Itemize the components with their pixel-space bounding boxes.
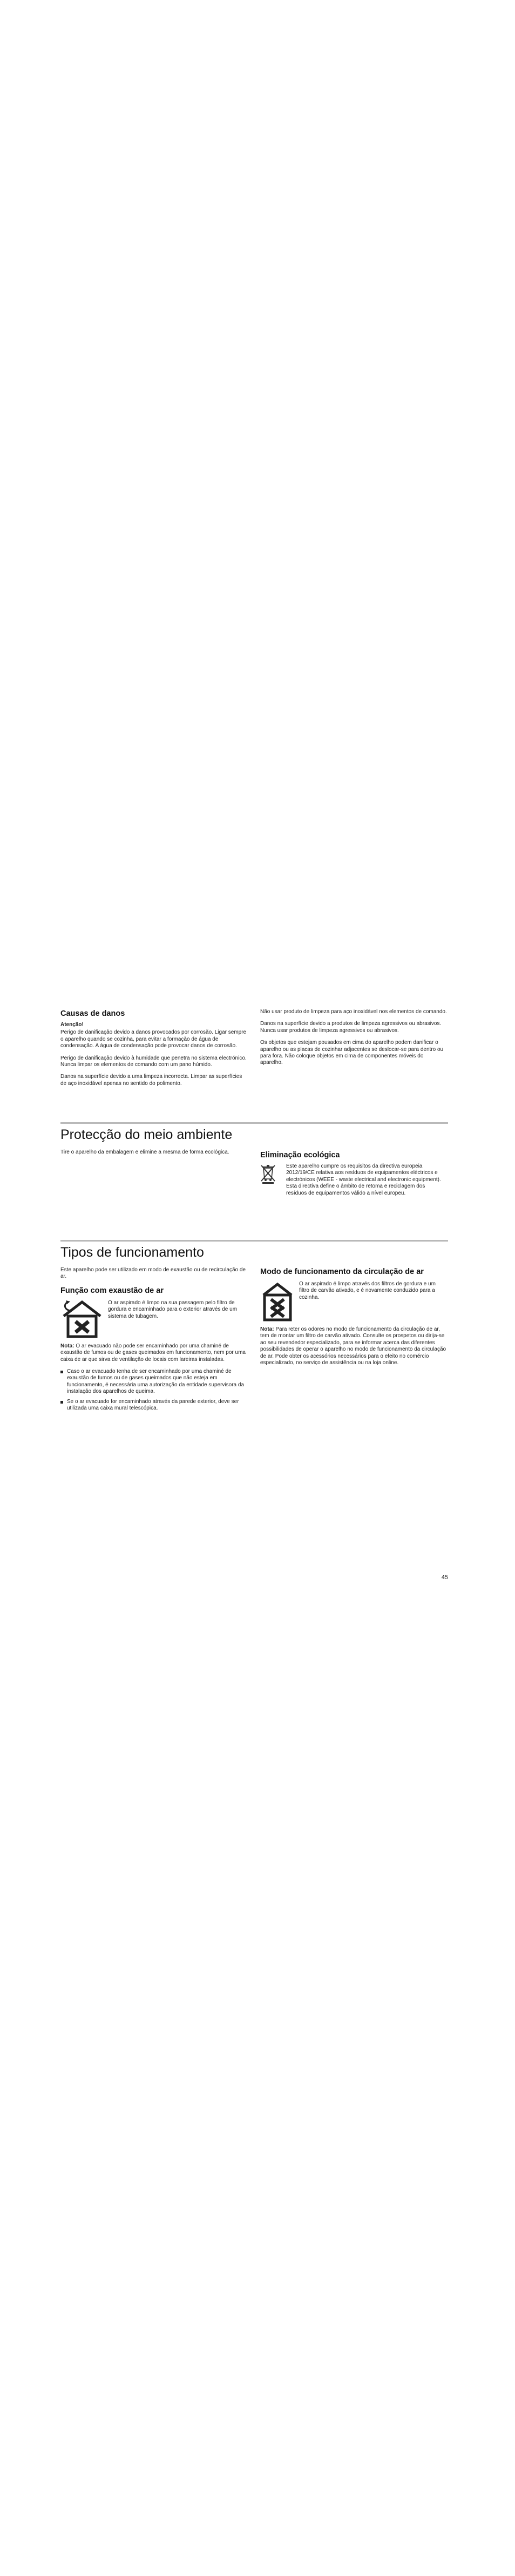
section-divider xyxy=(60,1240,448,1242)
list-item-text: Caso o ar evacuado tenha de ser encaminhado por uma chaminé de exaustão de fumos ou de gases queimados que não esteja em funcionamento, é necessária uma autorização da entidade supervisora da instalação dos aparelhos de queima. xyxy=(67,1368,244,1395)
list-item xyxy=(60,1368,247,1395)
circulacao-title: Modo de funcionamento da circulação de ar xyxy=(260,1267,424,1276)
exaustao-text: O ar aspirado é limpo na sua passagem pelo filtro de gordura e encaminhado para o exterior através de um sistema de tubagem. xyxy=(108,1299,238,1319)
ambiente-intro: Tire o aparelho da embalagem e elimine a mesma de forma ecológica. xyxy=(60,1149,229,1155)
causas-paragraph: Perigo de danificação devido a danos provocados por corrosão. Ligar sempre o aparelho quando se cozinha, para evitar a formação de água de condensação. A água de condensação pode provocar danos de corrosão. xyxy=(60,1029,247,1049)
page-number: 45 xyxy=(441,1574,448,1581)
causas-right-column xyxy=(260,1009,447,1072)
eliminacao-title: Eliminação ecológica xyxy=(260,1151,340,1159)
note-text: Para reter os odores no modo de funcionamento da circulação de ar, tem de montar um filtro de carvão ativado. Consulte os prospetos ou dirija-se ao seu revendedor especializado, para se informar acerca das diferentes possibilidades de operar o aparelho no modo de funcionamento da circulação de ar. Pode obter os acessórios necessários para o efeito no comércio especializado, no serviço de assistência ou na loja online. xyxy=(260,1326,446,1366)
caution-label: Atenção! xyxy=(60,1022,84,1028)
exaustao-title: Função com exaustão de ar xyxy=(60,1286,164,1295)
causas-paragraph: Danos na superfície devido a produtos de limpeza agressivos ou abrasivos. Nunca usar produtos de limpeza agressivos ou abrasivos. xyxy=(260,1021,442,1034)
weee-bin-icon xyxy=(260,1163,286,1184)
section-divider xyxy=(60,1122,448,1124)
circulacao-text: O ar aspirado é limpo através dos filtros de gordura e um filtro de carvão ativado, e é novamente conduzido para a cozinha. xyxy=(299,1281,436,1300)
causas-paragraph: Perigo de danificação devido à humidade que penetra no sistema electrónico. Nunca limpar os elementos de comando com um pano húmido. xyxy=(60,1055,247,1068)
exhaust-air-icon xyxy=(60,1300,108,1339)
note-label: Nota: xyxy=(260,1326,274,1332)
tipos-right-column xyxy=(260,1267,447,1372)
causas-left-column xyxy=(60,1009,247,1093)
tipos-left-column xyxy=(60,1267,247,1415)
ambiente-title: Protecção do meio ambiente xyxy=(60,1127,233,1142)
note-label: Nota: xyxy=(60,1343,74,1349)
causas-paragraph: Os objetos que estejam pousados em cima do aparelho podem danificar o aparelho ou as placas de cozinhar adjacentes se deslocar-se para dentro ou para fora. Não coloque objetos em cima de componentes móveis do aparelho. xyxy=(260,1040,444,1066)
tipos-title: Tipos de funcionamento xyxy=(60,1245,204,1260)
list-item-text: Se o ar evacuado for encaminhado através da parede exterior, deve ser utilizada uma caixa mural telescópica. xyxy=(67,1398,239,1412)
causas-paragraph: Não usar produto de limpeza para aço inoxidável nos elementos de comando. xyxy=(260,1009,447,1015)
ambiente-left-column xyxy=(60,1149,247,1161)
recirculation-air-icon xyxy=(260,1281,299,1322)
tipos-intro: Este aparelho pode ser utilizado em modo de exaustão ou de recirculação de ar. xyxy=(60,1267,246,1280)
bullet-icon xyxy=(60,1401,63,1404)
causas-title: Causas de danos xyxy=(60,1009,125,1018)
eliminacao-text: Este aparelho cumpre os requisitos da directiva europeia 2012/19/CE relativa aos resíduos de equipamentos eléctricos e electrónicos (WEEE - waste electrical and electronic equipment). Esta directiva define o âmbito de retoma e reciclagem dos resíduos de equipamentos válido a nível europeu. xyxy=(286,1163,441,1196)
list-item xyxy=(60,1399,247,1412)
bullet-icon xyxy=(60,1371,63,1373)
note-text: O ar evacuado não pode ser encaminhado por uma chaminé de exaustão de fumos ou de gases queimados em funcionamento, nem por uma caixa de ar que sirva de ventilação de locais com lareiras instaladas. xyxy=(60,1343,246,1363)
exaustao-note xyxy=(60,1343,247,1363)
ambiente-right-column xyxy=(260,1150,447,1197)
causas-paragraph: Danos na superfície devido a uma limpeza incorrecta. Limpar as superfícies de aço inoxidável apenas no sentido do polimento. xyxy=(60,1074,242,1087)
circulacao-note xyxy=(260,1326,447,1366)
